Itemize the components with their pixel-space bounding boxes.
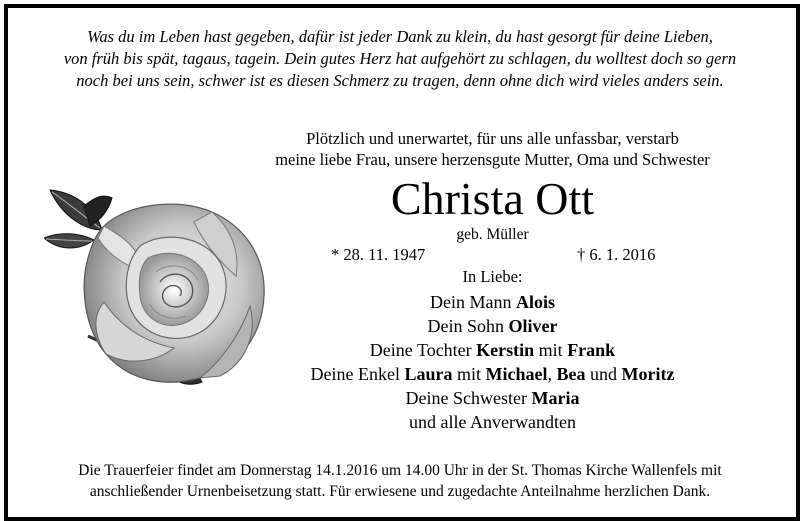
mourner-line — [240, 362, 745, 386]
mourner-name: Oliver — [508, 316, 558, 336]
poem-line: Was du im Leben hast gegeben, dafür ist jeder Dank zu klein, du hast gesorgt für deine Lieben, — [87, 27, 713, 46]
footer-line: anschließender Urnenbeisetzung statt. Für erwiesene und zugedachte Anteilnahme herzlichen Dank. — [89, 483, 711, 500]
mourner-name: Kerstin — [476, 340, 535, 360]
in-love-heading: In Liebe: — [462, 267, 523, 286]
mourner-line — [240, 314, 745, 338]
mourner-name: Bea — [556, 364, 586, 384]
mourner-name: Moritz — [621, 364, 675, 384]
intro-line: meine liebe Frau, unsere herzensgute Mutter, Oma und Schwester — [275, 150, 710, 169]
announcement-intro — [240, 128, 745, 170]
death-date: † 6. 1. 2016 — [577, 245, 656, 264]
connector: , — [547, 364, 557, 384]
mourner-name: Laura — [404, 364, 453, 384]
rose-icon — [44, 186, 270, 396]
relation-label: Deine Schwester — [405, 388, 532, 408]
connector: mit — [452, 364, 486, 384]
footer-line: Die Trauerfeier findet am Donnerstag 14.1.2016 um 14.00 Uhr in der St. Thomas Kirche Wallenfels mit — [78, 462, 722, 479]
deceased-name: Christa Ott — [390, 173, 595, 224]
poem — [8, 26, 792, 92]
relation-label: Dein Sohn — [427, 316, 509, 336]
relation-label: Deine Tochter — [369, 340, 477, 360]
service-details — [8, 460, 792, 502]
mourner-name: Alois — [515, 292, 555, 312]
mourner-line — [240, 338, 745, 362]
mourner-name: Frank — [567, 340, 616, 360]
mourner-line — [240, 386, 745, 410]
birth-name: geb. Müller — [456, 226, 529, 243]
mourner-line — [240, 290, 745, 314]
mourner-line: und alle Anverwandten — [409, 412, 576, 432]
relation-label: Deine Enkel — [310, 364, 405, 384]
mourners-list — [240, 290, 745, 434]
connector: mit — [534, 340, 568, 360]
relation-label: Dein Mann — [430, 292, 516, 312]
connector: und — [585, 364, 622, 384]
poem-line: von früh bis spät, tagaus, tagein. Dein gutes Herz hat aufgehört zu schlagen, du wolltest doch so gern — [63, 49, 737, 68]
birth-date: * 28. 11. 1947 — [331, 245, 426, 264]
poem-line: noch bei uns sein, schwer ist es diesen Schmerz zu tragen, denn ohne dich wird vieles anders sein. — [76, 71, 724, 90]
mourner-name: Michael — [485, 364, 548, 384]
mourner-name: Maria — [531, 388, 580, 408]
intro-line: Plötzlich und unerwartet, für uns alle unfassbar, verstarb — [306, 129, 679, 148]
